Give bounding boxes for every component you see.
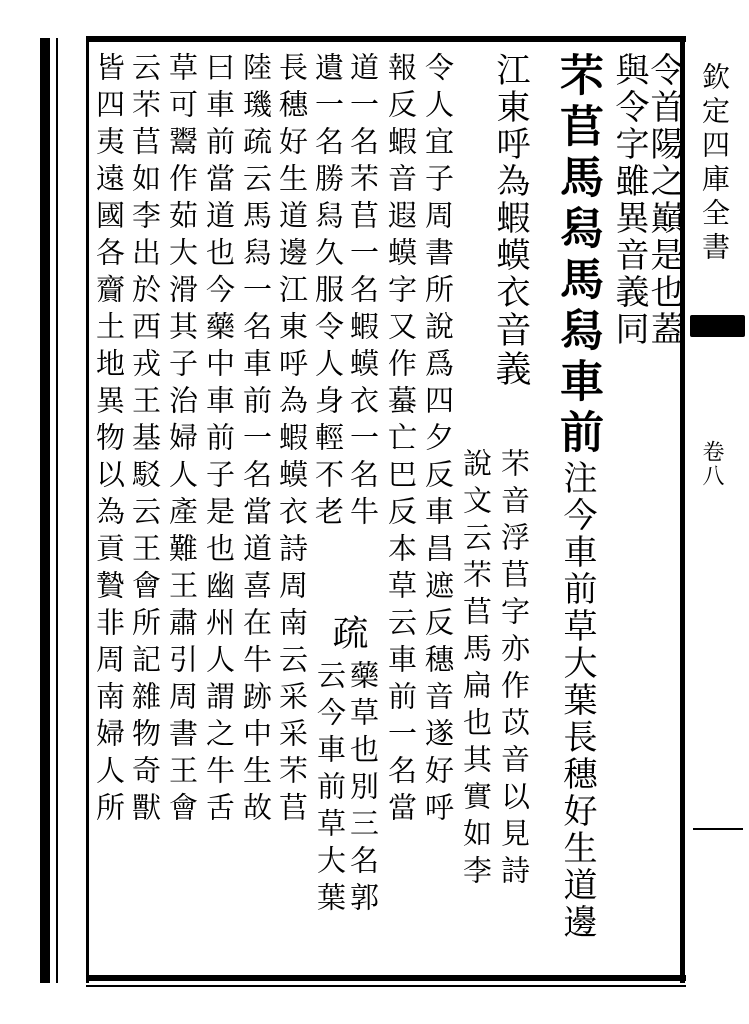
note-label: 注 (557, 460, 597, 497)
top-border (86, 36, 686, 42)
text-column-11: 草可鬻作茹大滑其子治婦人產難王肅引周書王會 (165, 52, 199, 829)
text-column-13: 皆四夷遠國各齎土地異物以為貢贄非周南婦人所 (92, 52, 126, 829)
yinyi-line-1: 芣音浮苢字亦作苡音以見詩 (497, 448, 531, 892)
text-column-4: 令人宜子周書所說爲四夕反車昌遮反穗音遂好呼 (421, 52, 455, 829)
juan-number-margin: 卷八 (699, 440, 724, 488)
text-column-10: 曰車前當道也今藥中車前子是也幽州人謂之牛舌 (202, 52, 236, 829)
text-column-9: 陸璣疏云馬舄一名車前一名當道喜在牛跡中生故 (239, 52, 273, 829)
shu-line-1: 藥草也別三名郭 (346, 660, 380, 919)
fishtail-mark (690, 315, 745, 337)
text-column-5: 報反蝦音遐蟆字又作蟇亡巴反本草云車前一名當 (384, 52, 418, 829)
yinyi-line-2: 說文云芣苢馬扁也其實如李 (459, 448, 493, 892)
entry-heading: 芣苢馬舄馬舄車前 (552, 52, 603, 460)
text-column-8: 長穗好生道邊江東呼為蝦蟆衣詩周南云采采芣苢 (275, 52, 309, 829)
text-column-1: 令首陽之巔是也蓋 (644, 52, 684, 348)
text-column-12: 云芣苢如李出於西戎王基駁云王會所記雜物奇獸 (128, 52, 162, 829)
yinyi-heading-text: 江東呼為蝦蟆衣 (490, 52, 530, 311)
left-binding-border (40, 38, 50, 983)
note-text: 今車前草大葉長穗好生道邊 (557, 497, 597, 941)
entry-column (545, 52, 609, 972)
text-column-6: 道一名芣苢一名蝦蟆衣一名牛 (346, 52, 380, 533)
text-column-2: 與令字雖異音義同 (609, 52, 649, 348)
yinyi-label: 音義 (490, 311, 531, 389)
text-column-7: 遺一名勝舄久服令人身輕不老 (311, 52, 345, 533)
bottom-border (86, 975, 686, 981)
shu-line-2: 云今車前草大葉 (313, 660, 347, 919)
margin-rule (693, 828, 743, 830)
left-thin-border (56, 38, 58, 983)
shu-label: 疏 (327, 614, 368, 650)
bottom-border-outer (86, 985, 686, 987)
book-title-margin: 欽定四庫全書 (698, 62, 731, 266)
